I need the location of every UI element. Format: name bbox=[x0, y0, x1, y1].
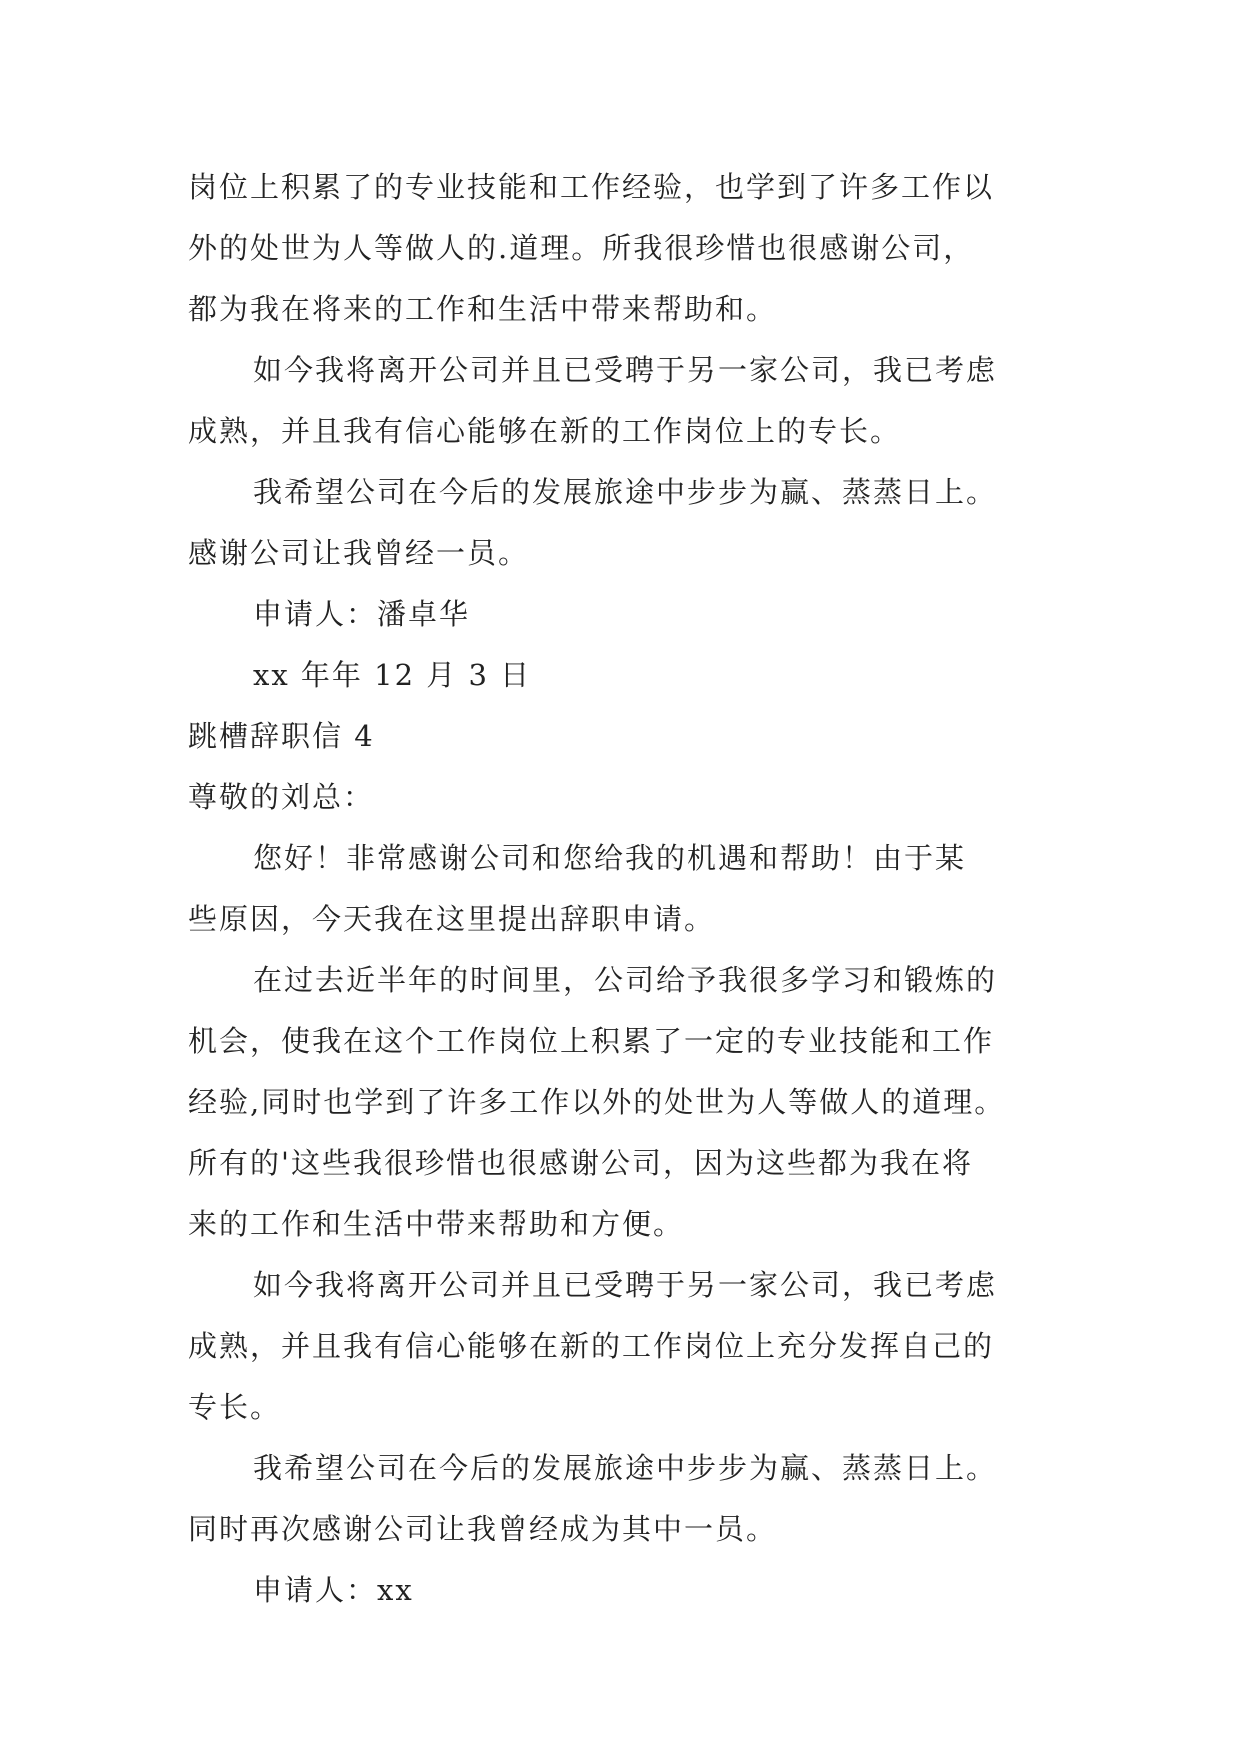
text-line: 如今我将离开公司并且已受聘于另一家公司，我已考虑 bbox=[253, 1268, 998, 1302]
text-line: 我希望公司在今后的发展旅途中步步为赢、蒸蒸日上。 bbox=[253, 475, 998, 509]
text-line: 外的处世为人等做人的.道理。所我很珍惜也很感谢公司， bbox=[188, 231, 975, 265]
text-line: 如今我将离开公司并且已受聘于另一家公司，我已考虑 bbox=[253, 353, 998, 387]
text-line: 所有的'这些我很珍惜也很感谢公司，因为这些都为我在将 bbox=[188, 1146, 973, 1180]
text-line: 些原因，今天我在这里提出辞职申请。 bbox=[188, 902, 716, 936]
section-title: 跳槽辞职信 4 bbox=[188, 719, 375, 753]
document-body bbox=[188, 157, 1088, 1621]
signature-line: 申请人：潘卓华 bbox=[253, 597, 471, 631]
signature-line: 申请人：xx bbox=[253, 1573, 414, 1607]
text-line: 都为我在将来的工作和生活中带来帮助和。 bbox=[188, 292, 778, 326]
salutation: 尊敬的刘总： bbox=[188, 780, 375, 814]
text-line: 您好！非常感谢公司和您给我的机遇和帮助！由于某 bbox=[253, 841, 967, 875]
text-line: 经验,同时也学到了许多工作以外的处世为人等做人的道理。 bbox=[188, 1085, 1006, 1119]
text-line: 同时再次感谢公司让我曾经成为其中一员。 bbox=[188, 1512, 778, 1546]
text-line: 在过去近半年的时间里，公司给予我很多学习和锻炼的 bbox=[253, 963, 998, 997]
text-line: 岗位上积累了的专业技能和工作经验，也学到了许多工作以 bbox=[188, 170, 995, 204]
text-line: 成熟，并且我有信心能够在新的工作岗位上的专长。 bbox=[188, 414, 902, 448]
text-line: 机会，使我在这个工作岗位上积累了一定的专业技能和工作 bbox=[188, 1024, 995, 1058]
text-line: 感谢公司让我曾经一员。 bbox=[188, 536, 530, 570]
text-line: 来的工作和生活中带来帮助和方便。 bbox=[188, 1207, 685, 1241]
text-line: 我希望公司在今后的发展旅途中步步为赢、蒸蒸日上。 bbox=[253, 1451, 998, 1485]
date-line: xx 年年 12 月 3 日 bbox=[253, 658, 532, 692]
text-line: 专长。 bbox=[188, 1390, 282, 1424]
text-line: 成熟，并且我有信心能够在新的工作岗位上充分发挥自己的 bbox=[188, 1329, 995, 1363]
